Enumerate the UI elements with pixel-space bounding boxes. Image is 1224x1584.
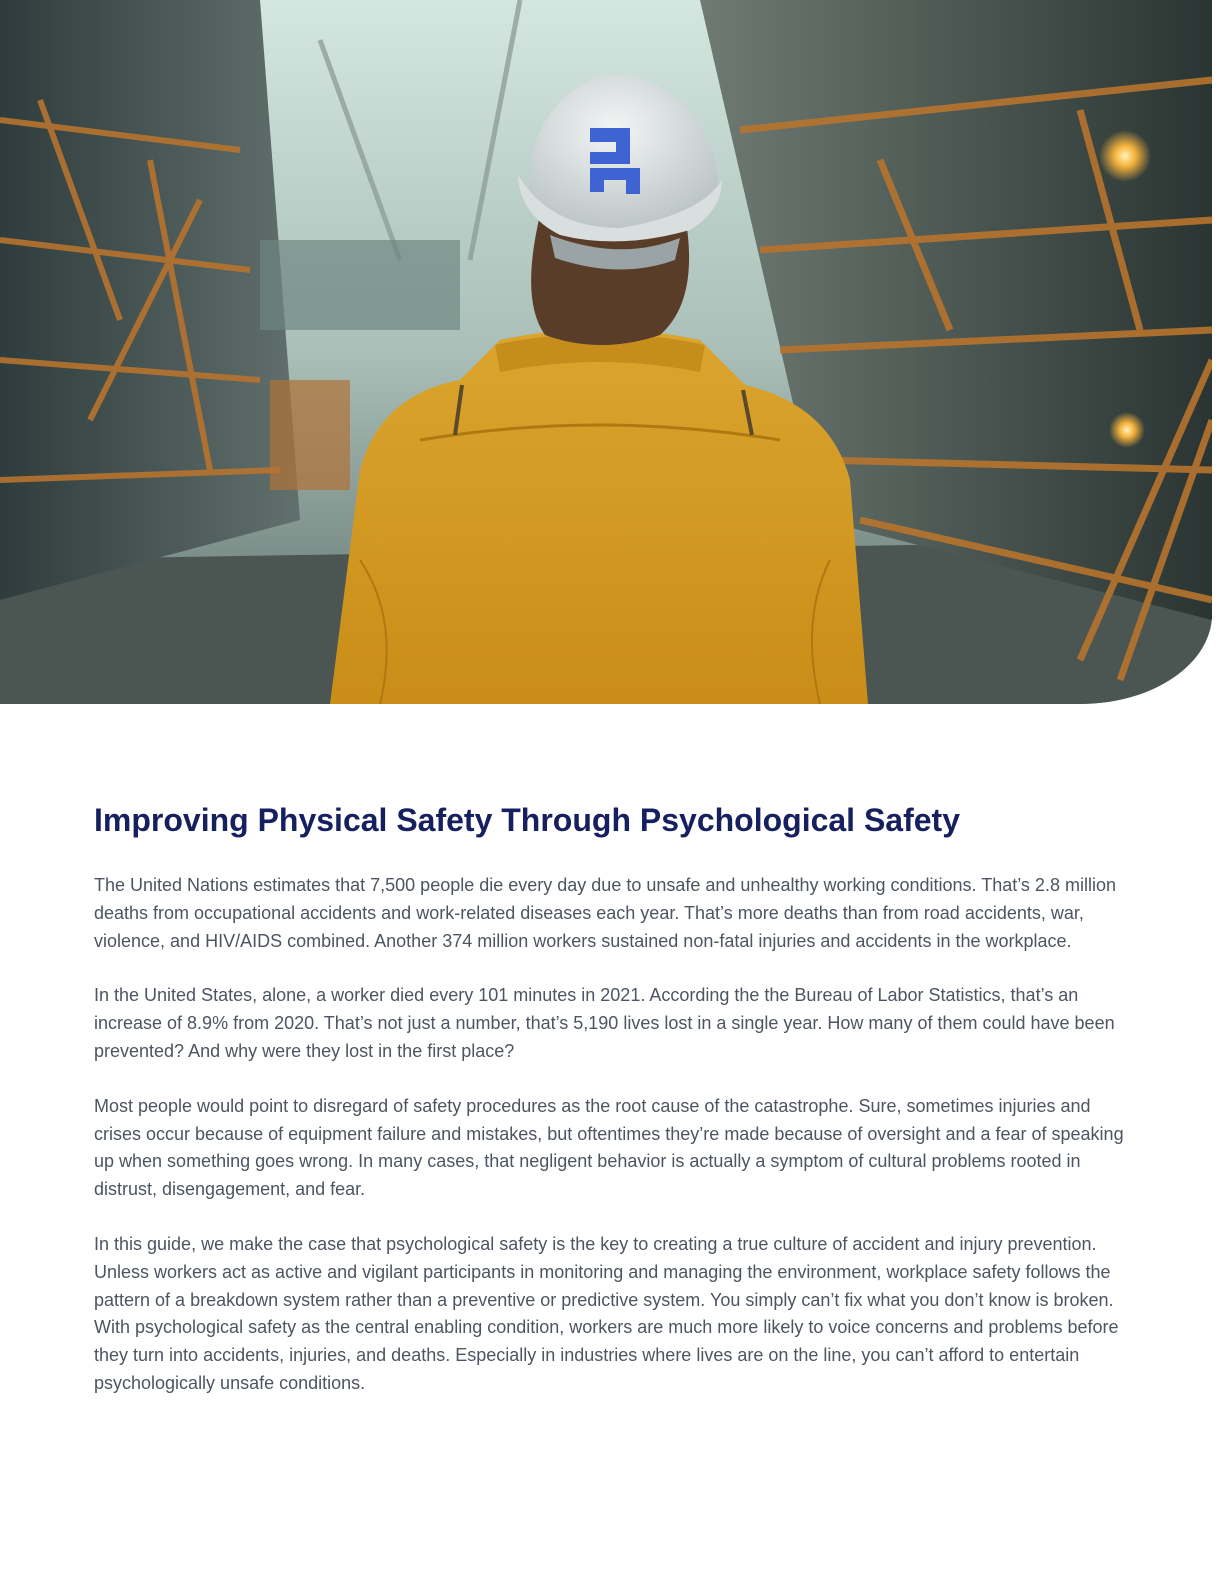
- hero-image: [0, 0, 1212, 704]
- article-title: Improving Physical Safety Through Psychological Safety: [94, 802, 960, 838]
- article: [94, 798, 1124, 1425]
- article-paragraph-2: In the United States, alone, a worker died every 101 minutes in 2021. According the the Bureau of Labor Statistics, that’s an increase of 8.9% from 2020. That’s not just a number, that’s 5,190 lives lost in a single year. How many of them could have been prevented? And why were they lost in the first place?: [94, 985, 1115, 1061]
- article-paragraph-1: The United Nations estimates that 7,500 people die every day due to unsafe and unhealthy working conditions. That’s 2.8 million deaths from occupational accidents and work-related diseases each year. That’s more deaths than from road accidents, war, violence, and HIV/AIDS combined. Another 374 million workers sustained non-fatal injuries and accidents in the workplace.: [94, 875, 1116, 951]
- worker-hardhat-icon: [0, 0, 1212, 704]
- article-paragraph-3: Most people would point to disregard of safety procedures as the root cause of the catastrophe. Sure, sometimes injuries and crises occur because of equipment failure and mistakes, but oftentimes they’re made because of oversight and a fear of speaking up when something goes wrong. In many cases, that negligent behavior is actually a symptom of cultural problems rooted in distrust, disengagement, and fear.: [94, 1095, 1124, 1200]
- article-paragraph-4: In this guide, we make the case that psychological safety is the key to creating a true culture of accident and injury prevention. Unless workers act as active and vigilant participants in monitoring and managing the environment, workplace safety follows the pattern of a breakdown system rather than a preventive or predictive system. You simply can’t fix what you don’t know is broken. With psychological safety as the central enabling condition, workers are much more likely to voice concerns and problems before they turn into accidents, injuries, and deaths. Especially in industries where lives are on the line, you can’t afford to entertain psychologically unsafe conditions.: [94, 1233, 1119, 1393]
